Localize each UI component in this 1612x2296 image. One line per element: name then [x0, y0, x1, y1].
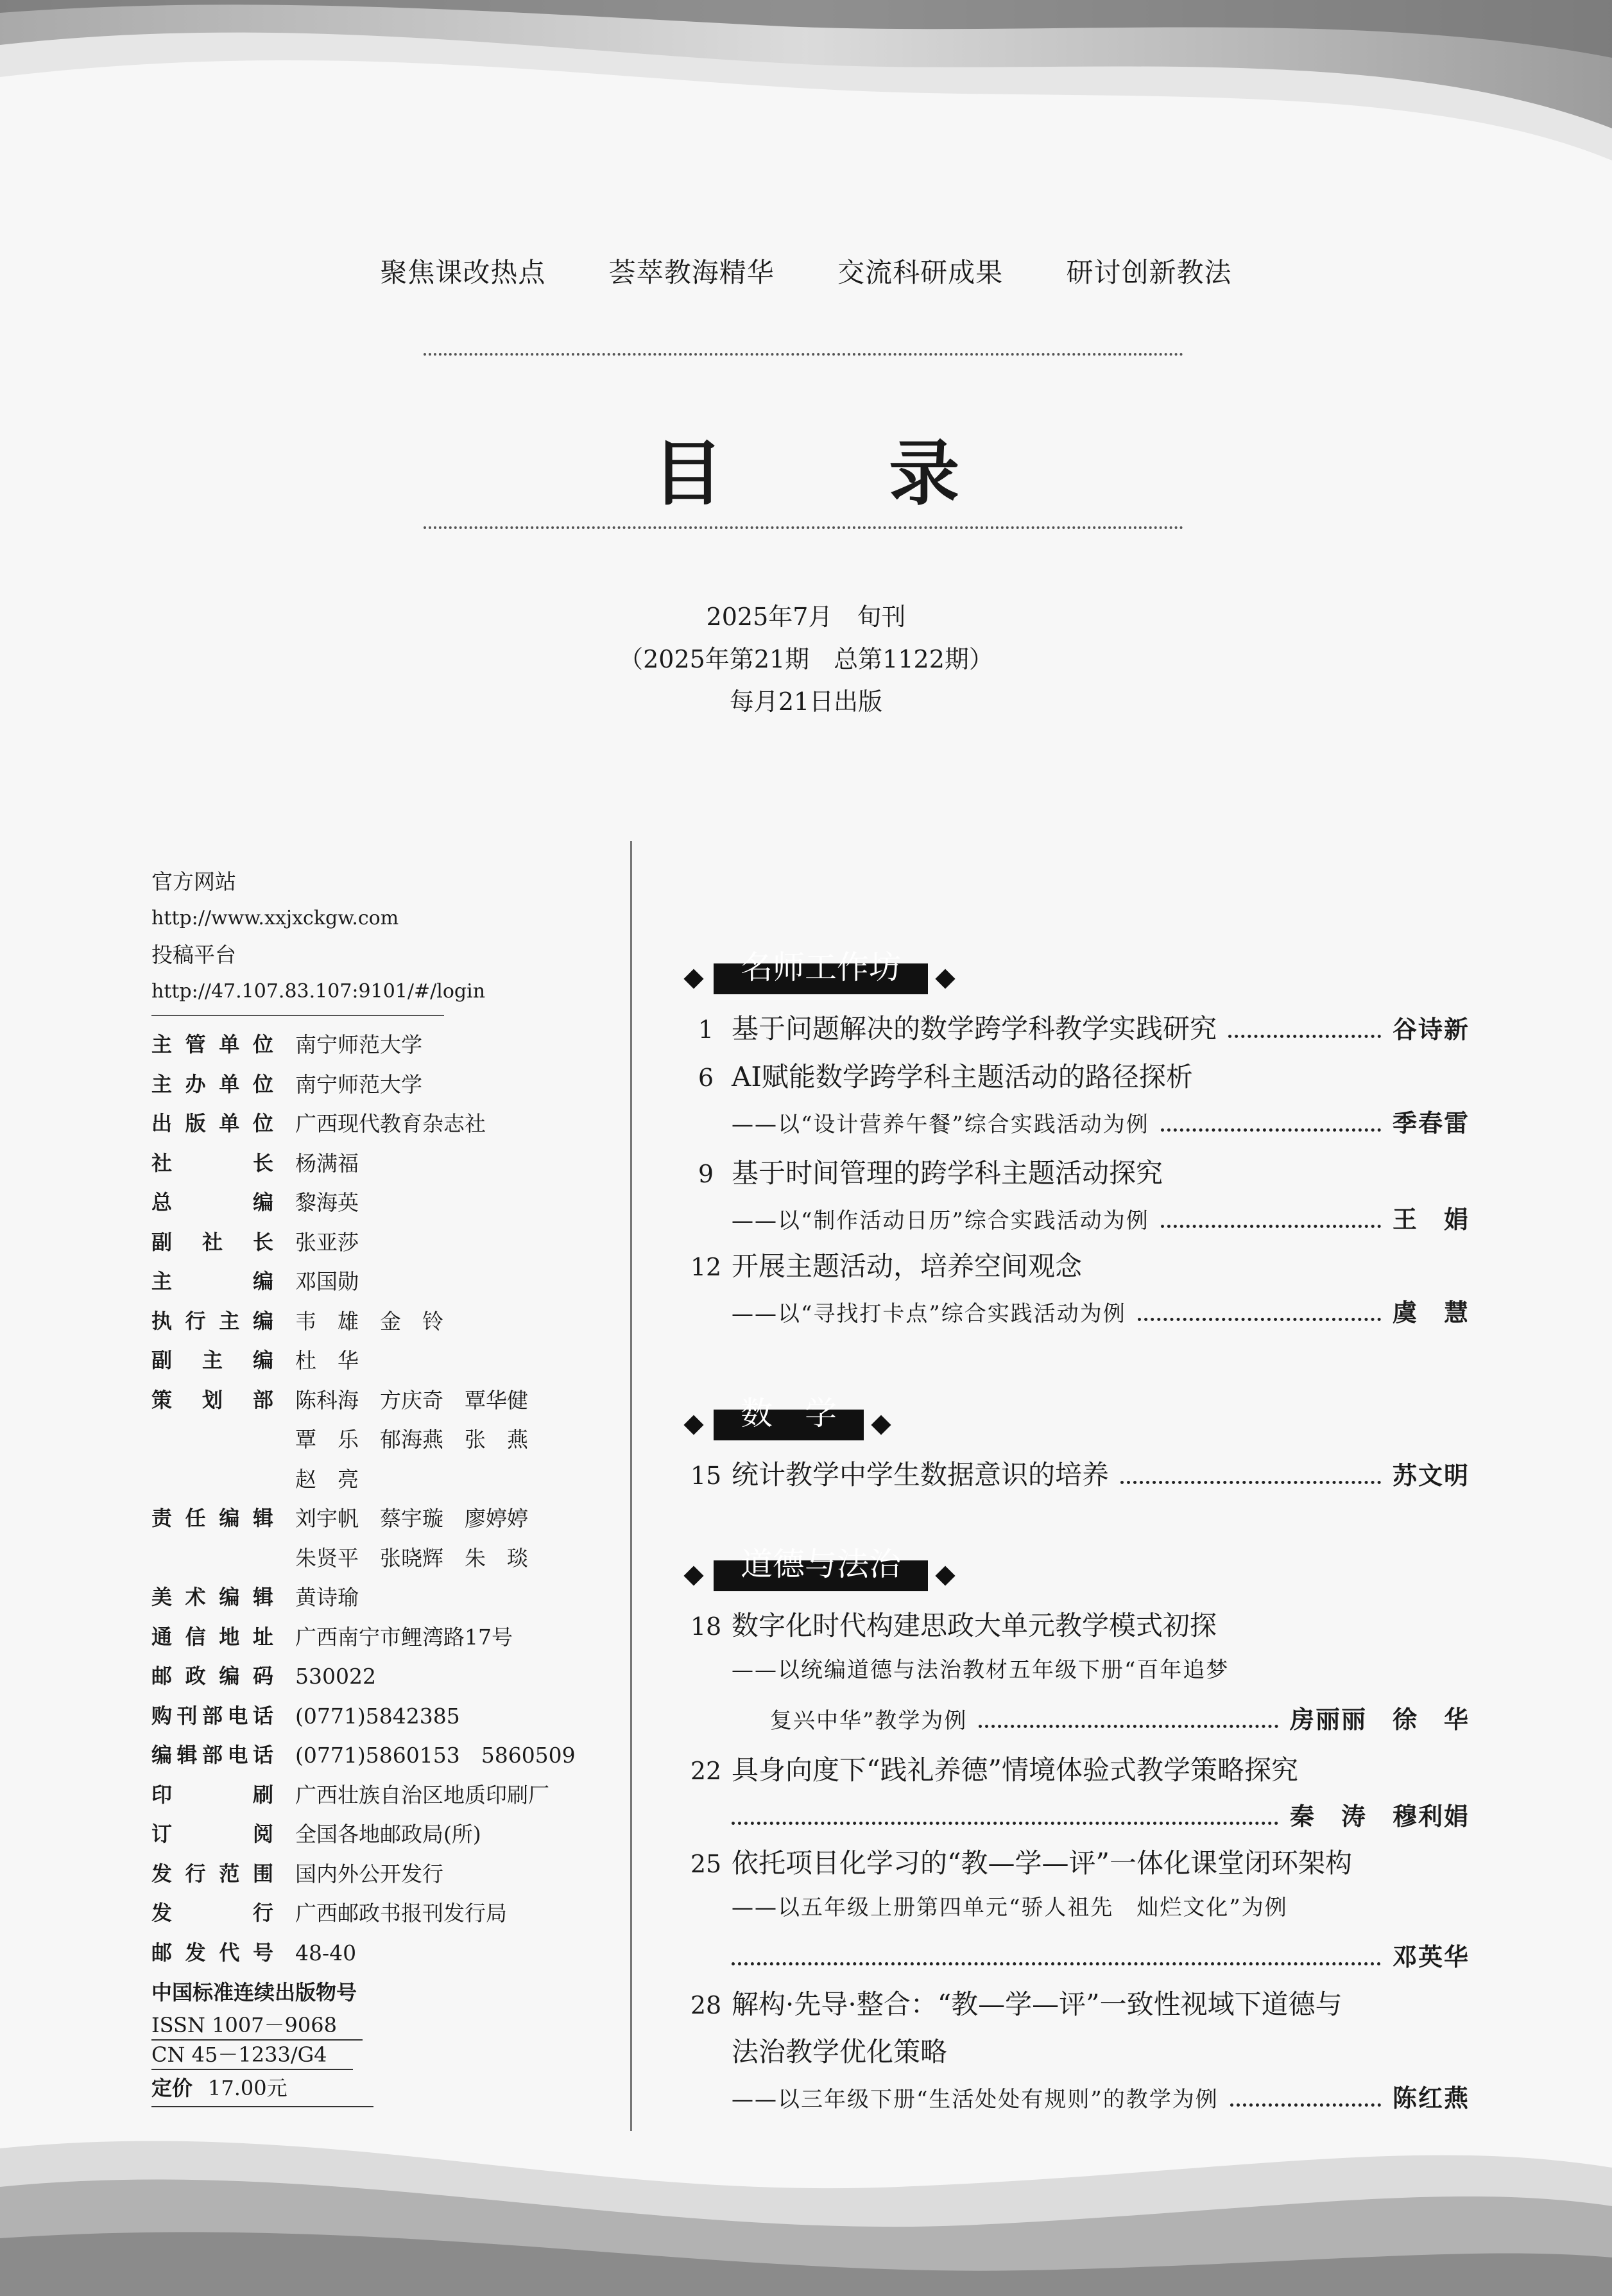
entry-title-cont: 法治教学优化策略 — [732, 2036, 948, 2067]
masthead-row — [151, 1025, 601, 1065]
entry-page: 9 — [698, 1160, 714, 1188]
dot-leader — [1120, 1474, 1381, 1484]
section-header — [687, 1395, 888, 1447]
submission-label: 投稿平台 — [151, 942, 236, 967]
masthead-label: 副社长 — [151, 1229, 273, 1254]
masthead-value: 朱贤平 张晓辉 朱 琰 — [295, 1545, 528, 1571]
entry-page: 22 — [690, 1757, 722, 1785]
toc-entry[interactable] — [680, 1245, 1470, 1340]
price — [151, 2070, 373, 2107]
dot-leader — [1138, 1311, 1381, 1321]
masthead-row — [151, 1460, 601, 1499]
masthead-label: 购刊部电话 — [151, 1703, 273, 1728]
entry-page: 12 — [690, 1253, 722, 1281]
issue-number: （2025年第21期 总第1122期） — [619, 645, 993, 673]
masthead-label — [151, 1539, 273, 1578]
masthead-row — [151, 1144, 601, 1184]
entry-author: 秦 涛 穆利娟 — [1289, 1802, 1470, 1831]
masthead-value: 韦 雄 金 铃 — [295, 1308, 443, 1334]
column-divider — [630, 841, 632, 2131]
entry-page: 1 — [698, 1015, 714, 1044]
masthead-value: 杜 华 — [295, 1348, 359, 1373]
entry-title: 基于时间管理的跨学科主题活动探究 — [732, 1157, 1163, 1189]
masthead-value: 刘宇帆 蔡宇璇 廖婷婷 — [295, 1506, 528, 1531]
masthead-label: 主编 — [151, 1269, 273, 1293]
masthead-label: 邮发代号 — [151, 1940, 273, 1965]
masthead-label — [151, 1460, 273, 1499]
entry-page: 15 — [690, 1462, 722, 1490]
entry-title: 开展主题活动，培养空间观念 — [732, 1250, 1083, 1282]
issue-info — [0, 596, 1612, 723]
dot-leader — [732, 1956, 1381, 1965]
section-title-box — [714, 1546, 928, 1591]
masthead-label: 主管单位 — [151, 1032, 273, 1057]
entry-page: 6 — [698, 1064, 714, 1092]
masthead-label: 印刷 — [151, 1782, 273, 1807]
slogan — [0, 252, 1612, 290]
masthead-row — [151, 1657, 601, 1696]
entry-author: 王 娟 — [1392, 1205, 1470, 1234]
entry-title: 统计教学中学生数据意识的培养 — [732, 1459, 1110, 1490]
masthead-value: 530022 — [295, 1664, 376, 1689]
dot-leader — [1161, 1122, 1381, 1132]
dot-leader — [979, 1718, 1278, 1728]
diamond-icon — [683, 969, 703, 988]
page-title: 目 录 — [652, 433, 1031, 515]
masthead-value: 广西邮政书报刊发行局 — [295, 1901, 507, 1926]
masthead-value: 覃 乐 郁海燕 张 燕 — [295, 1427, 528, 1452]
website-link[interactable]: http://www.xxjxckgw.com — [151, 907, 399, 929]
masthead-label: 主办单位 — [151, 1071, 273, 1096]
masthead-row — [151, 1104, 601, 1144]
masthead — [151, 863, 601, 2107]
entry-title: 具身向度下“践礼养德”情境体验式教学策略探究 — [732, 1754, 1298, 1786]
masthead-row — [151, 1539, 601, 1578]
diamond-icon — [683, 1415, 703, 1435]
entry-title: 基于问题解决的数学跨学科教学实践研究 — [732, 1013, 1217, 1044]
divider — [151, 1015, 444, 1016]
diamond-icon — [935, 1566, 955, 1585]
masthead-row — [151, 1065, 601, 1105]
entry-author: 季春雷 — [1392, 1109, 1470, 1137]
entry-title: 数字化时代构建思政大单元教学模式初探 — [732, 1610, 1217, 1641]
divider — [424, 353, 1183, 356]
masthead-label: 编辑部电话 — [151, 1743, 273, 1767]
slogan-item: 交流科研成果 — [837, 257, 1004, 288]
masthead-value: 赵 亮 — [295, 1466, 359, 1492]
price-label: 定价 — [151, 2076, 193, 2100]
masthead-row — [151, 1696, 601, 1736]
issn-block — [151, 2011, 601, 2070]
issue-schedule: 每月21日出版 — [729, 687, 883, 716]
masthead-label: 美术编辑 — [151, 1585, 273, 1609]
masthead-value: 南宁师范大学 — [295, 1071, 422, 1097]
toc-entry[interactable] — [680, 1842, 1470, 1985]
serial-label: 中国标准连续出版物号 — [151, 1980, 357, 2005]
submission-link[interactable]: http://47.107.83.107:9101/#/login — [151, 980, 486, 1003]
masthead-label: 出版单位 — [151, 1111, 273, 1135]
masthead-label: 副主编 — [151, 1348, 273, 1372]
masthead-value: 陈科海 方庆奇 覃华健 — [295, 1387, 528, 1413]
entry-author: 陈红燕 — [1392, 2084, 1470, 2112]
masthead-value: 杨满福 — [295, 1150, 359, 1176]
diamond-icon — [683, 1566, 703, 1585]
section-title-box — [714, 949, 928, 994]
top-wave-decoration — [0, 0, 1612, 212]
toc-entry[interactable] — [680, 1983, 1470, 2126]
masthead-row — [151, 1854, 601, 1894]
masthead-row — [151, 1302, 601, 1342]
section-header — [687, 1546, 952, 1598]
diamond-icon — [935, 969, 955, 988]
entry-title: 依托项目化学习的“教—学—评”一体化课堂闭环架构 — [732, 1847, 1352, 1879]
masthead-value: 48-40 — [295, 1940, 357, 1965]
masthead-value: 广西壮族自治区地质印刷厂 — [295, 1782, 549, 1808]
masthead-label: 执行主编 — [151, 1308, 273, 1333]
slogan-item: 研讨创新教法 — [1066, 257, 1232, 288]
masthead-value: 广西现代教育杂志社 — [295, 1111, 486, 1136]
slogan-item: 聚焦课改热点 — [380, 257, 546, 288]
entry-author: 邓英华 — [1392, 1943, 1470, 1971]
masthead-value: 南宁师范大学 — [295, 1032, 422, 1057]
dot-leader — [1161, 1218, 1381, 1228]
masthead-value: 张亚莎 — [295, 1229, 359, 1255]
dot-leader — [1230, 2097, 1381, 2107]
entry-author: 谷诗新 — [1392, 1015, 1470, 1044]
masthead-row — [151, 1499, 601, 1539]
masthead-value: (0771)5860153 5860509 — [295, 1743, 576, 1768]
dot-leader — [732, 1815, 1278, 1825]
masthead-row — [151, 1815, 601, 1854]
masthead-row — [151, 1341, 601, 1381]
masthead-row — [151, 1183, 601, 1223]
masthead-value: 黄诗瑜 — [295, 1585, 359, 1610]
masthead-value: 邓国勋 — [295, 1269, 359, 1294]
cn-number: CN 45－1233/G4 — [151, 2041, 353, 2070]
bottom-wave-decoration — [0, 2097, 1612, 2296]
masthead-row — [151, 1736, 601, 1775]
masthead-row — [151, 1775, 601, 1815]
entry-author: 虞 慧 — [1392, 1299, 1470, 1327]
entry-title: AI赋能数学跨学科主题活动的路径探析 — [732, 1061, 1193, 1092]
section-title-box — [714, 1395, 864, 1440]
masthead-label: 订阅 — [151, 1822, 273, 1846]
section-title: 数 学 — [741, 1395, 837, 1432]
entry-subtitle: ——以“制作活动日历”综合实践活动为例 — [732, 1208, 1149, 1234]
masthead-row — [151, 1894, 601, 1933]
toc-entry[interactable] — [680, 1008, 1470, 1055]
entry-subtitle: ——以“寻找打卡点”综合实践活动为例 — [732, 1301, 1126, 1327]
toc-entry[interactable] — [680, 1152, 1470, 1247]
masthead-label: 责任编辑 — [151, 1506, 273, 1530]
masthead-label: 社长 — [151, 1150, 273, 1175]
masthead-value: 广西南宁市鲤湾路17号 — [295, 1624, 513, 1650]
masthead-label: 邮政编码 — [151, 1664, 273, 1688]
dot-leader — [1228, 1028, 1381, 1038]
price-value: 17.00元 — [208, 2076, 287, 2100]
masthead-row — [151, 1578, 601, 1618]
masthead-row — [151, 1223, 601, 1263]
section-title: 道德与法治 — [741, 1546, 901, 1583]
toc-entry[interactable] — [680, 1056, 1470, 1151]
masthead-label: 通信地址 — [151, 1624, 273, 1649]
issue-date: 2025年7月 旬刊 — [706, 603, 906, 631]
masthead-row — [151, 1933, 601, 1973]
entry-subtitle: ——以三年级下册“生活处处有规则”的教学为例 — [732, 2087, 1219, 2112]
toc-entry[interactable] — [680, 1454, 1470, 1501]
masthead-row — [151, 1262, 601, 1302]
entry-author: 房丽丽 徐 华 — [1289, 1705, 1470, 1734]
masthead-label: 发行 — [151, 1901, 273, 1925]
masthead-value: 全国各地邮政局(所) — [295, 1822, 481, 1847]
section-title: 名师工作坊 — [741, 949, 901, 986]
entry-subtitle: ——以统编道德与法治教材五年级下册“百年追梦 — [732, 1657, 1230, 1683]
masthead-row — [151, 1420, 601, 1460]
masthead-value: 国内外公开发行 — [295, 1861, 443, 1886]
entry-page: 28 — [690, 1991, 722, 2019]
masthead-row — [151, 1381, 601, 1420]
masthead-label: 总编 — [151, 1190, 273, 1214]
diamond-icon — [871, 1415, 891, 1435]
masthead-row — [151, 1618, 601, 1657]
masthead-label: 策划部 — [151, 1387, 273, 1412]
issn: ISSN 1007－9068 — [151, 2011, 363, 2041]
section-header — [687, 949, 952, 1001]
toc-entry[interactable] — [680, 1605, 1470, 1747]
entry-subtitle-cont: 复兴中华”教学为例 — [770, 1708, 968, 1734]
masthead-label: 发行范围 — [151, 1861, 273, 1886]
entry-page: 25 — [690, 1850, 722, 1878]
entry-subtitle: ——以“设计营养午餐”综合实践活动为例 — [732, 1112, 1149, 1137]
divider — [424, 526, 1183, 529]
masthead-value: (0771)5842385 — [295, 1703, 460, 1729]
toc-entry[interactable] — [680, 1749, 1470, 1844]
entry-author: 苏文明 — [1392, 1462, 1470, 1490]
slogan-item: 荟萃教海精华 — [608, 257, 775, 288]
entry-subtitle: ——以五年级上册第四单元“骄人祖先 灿烂文化”为例 — [732, 1895, 1288, 1921]
entry-title: 解构·先导·整合：“教—学—评”一致性视域下道德与 — [732, 1989, 1342, 2020]
website-label: 官方网站 — [151, 869, 236, 894]
entry-page: 18 — [690, 1612, 722, 1641]
masthead-label — [151, 1420, 273, 1460]
masthead-value: 黎海英 — [295, 1190, 359, 1215]
